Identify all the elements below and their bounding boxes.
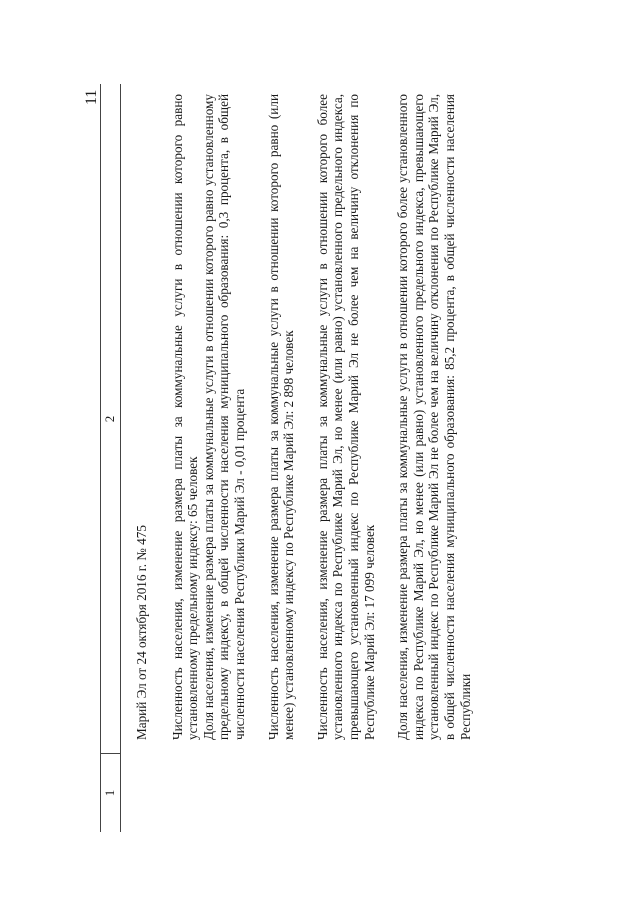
- page-number: 11: [83, 89, 100, 105]
- table-header-col1: 1: [102, 789, 117, 797]
- paragraph: Доля населения, изменение размера платы за коммунальные услуги в отношении которого более установленного индекса по Республике Марий Эл, но менее (или равно) установленного предельного индекса, превышающего установленный индекс по Республике Марий Эл не более чем на величину отклонения по Республике Марий Эл, в общей численности населения муниципального образования: 85,2 процента, в общей численности населения Республики: [395, 94, 473, 740]
- document-reference: Марий Эл от 24 октября 2016 г. № 475: [134, 525, 149, 740]
- paragraph: Численность населения, изменение размера платы за коммунальные услуги в отношении которого равно установленному предельному индексу: 65 человек: [169, 94, 201, 740]
- table-cell-content: [134, 94, 473, 740]
- paragraph: Численность населения, изменение размера платы за коммунальные услуги в отношении которого более установленного индекса по Республике Марий Эл, но менее (или равно) установленного предельного индекса, превышающего установленный индекс по Республике Марий Эл не более чем на величину отклонения по Республике Марий Эл: 17 099 человек: [314, 94, 377, 740]
- rotated-page-content: [100, 84, 560, 832]
- paragraph: Численность населения, изменение размера платы за коммунальные услуги в отношении которого равно (или менее) установленному индексу по Республике Марий Эл: 2 898 человек: [265, 94, 297, 740]
- table-header-col2: 2: [102, 415, 117, 423]
- paragraph: Доля населения, изменение размера платы за коммунальные услуги в отношении которого равно установленному предельному индексу, в общей численности населения муниципального образования: 0,3 процента, в общей численности населения Республики Марий Эл - 0,01 процента: [200, 94, 247, 740]
- table-header-divider: [120, 84, 121, 832]
